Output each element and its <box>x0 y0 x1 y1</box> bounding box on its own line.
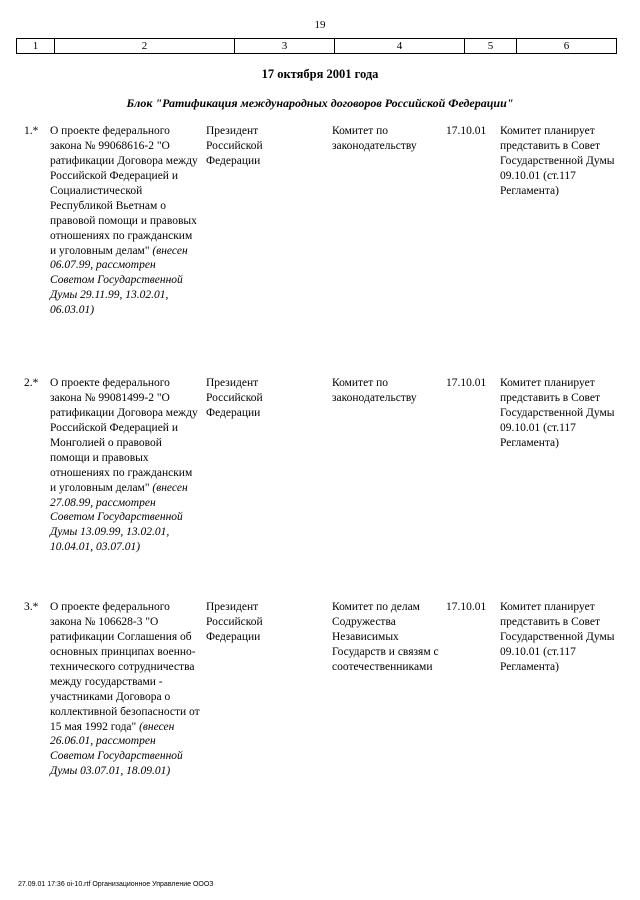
entry-note: Комитет планирует представить в Совет Государственной Думы 09.10.01 (ст.117 Регламента) <box>500 601 615 673</box>
entry-status: (внесен 26.06.01, рассмотрен Советом Государственной Думы 03.07.01, 18.09.01) <box>50 720 183 778</box>
column-number-1: 1 <box>17 39 55 54</box>
entry-number: 3.* <box>24 601 39 613</box>
column-number-2: 2 <box>55 39 235 54</box>
column-number-header <box>16 38 617 54</box>
entry-committee: Комитет по делам Содружества Независимых Государств и связям с соотечественниками <box>332 601 439 673</box>
entry-title-cell <box>50 376 200 555</box>
column-number-3: 3 <box>235 39 335 54</box>
entry-title-cell <box>50 124 200 318</box>
entry-author: Президент Российской Федерации <box>206 125 263 167</box>
entry-date: 17.10.01 <box>446 125 487 137</box>
entry-author: Президент Российской Федерации <box>206 377 263 419</box>
entry-title-cell <box>50 600 200 779</box>
entry-note: Комитет планирует представить в Совет Государственной Думы 09.10.01 (ст.117 Регламента) <box>500 377 615 449</box>
entry-status: (внесен 27.08.99, рассмотрен Советом Государственной Думы 13.09.99, 13.02.01, 10.04.01, 03.07.01) <box>50 481 188 554</box>
entry-title: О проекте федерального закона № 106628-3 "О ратификации Соглашения об основных принципах военно-технического сотрудничества между государствами - участниками Договора о коллективной безопасности от 15 мая 1992 года" <box>50 601 200 733</box>
column-number-5: 5 <box>465 39 517 54</box>
entry-author: Президент Российской Федерации <box>206 601 263 643</box>
entry-note: Комитет планирует представить в Совет Государственной Думы 09.10.01 (ст.117 Регламента) <box>500 125 615 197</box>
entry-date: 17.10.01 <box>446 601 487 613</box>
entry-committee: Комитет по законодательству <box>332 125 417 152</box>
entry-committee: Комитет по законодательству <box>332 377 417 404</box>
entry-date: 17.10.01 <box>446 377 487 389</box>
column-number-4: 4 <box>335 39 465 54</box>
entry-number: 2.* <box>24 377 39 389</box>
page-number: 19 <box>314 19 326 31</box>
entry-status: (внесен 06.07.99, рассмотрен Советом Государственной Думы 29.11.99, 13.02.01, 06.03.01) <box>50 244 188 317</box>
entry-title: О проекте федерального закона № 99068616-2 "О ратификации Договора между Российской Федерацией и Социалистической Республикой Вьетнам о правовой помощи и правовых отношениях по гражданским и уголовным делам" <box>50 125 198 257</box>
footer-timestamp: 27.09.01 17:36 oi-10.rtf Организационное Управление ОООЗ <box>18 881 214 888</box>
column-number-6: 6 <box>517 39 617 54</box>
block-heading: Блок "Ратификация международных договоров Российской Федерации" <box>126 96 514 110</box>
date-heading: 17 октября 2001 года <box>261 67 379 81</box>
entry-number: 1.* <box>24 125 39 137</box>
entry-title: О проекте федерального закона № 99081499-2 "О ратификации Договора между Российской Федерацией и Монголией о правовой помощи и правовых отношениях по гражданским и уголовным делам" <box>50 377 198 494</box>
